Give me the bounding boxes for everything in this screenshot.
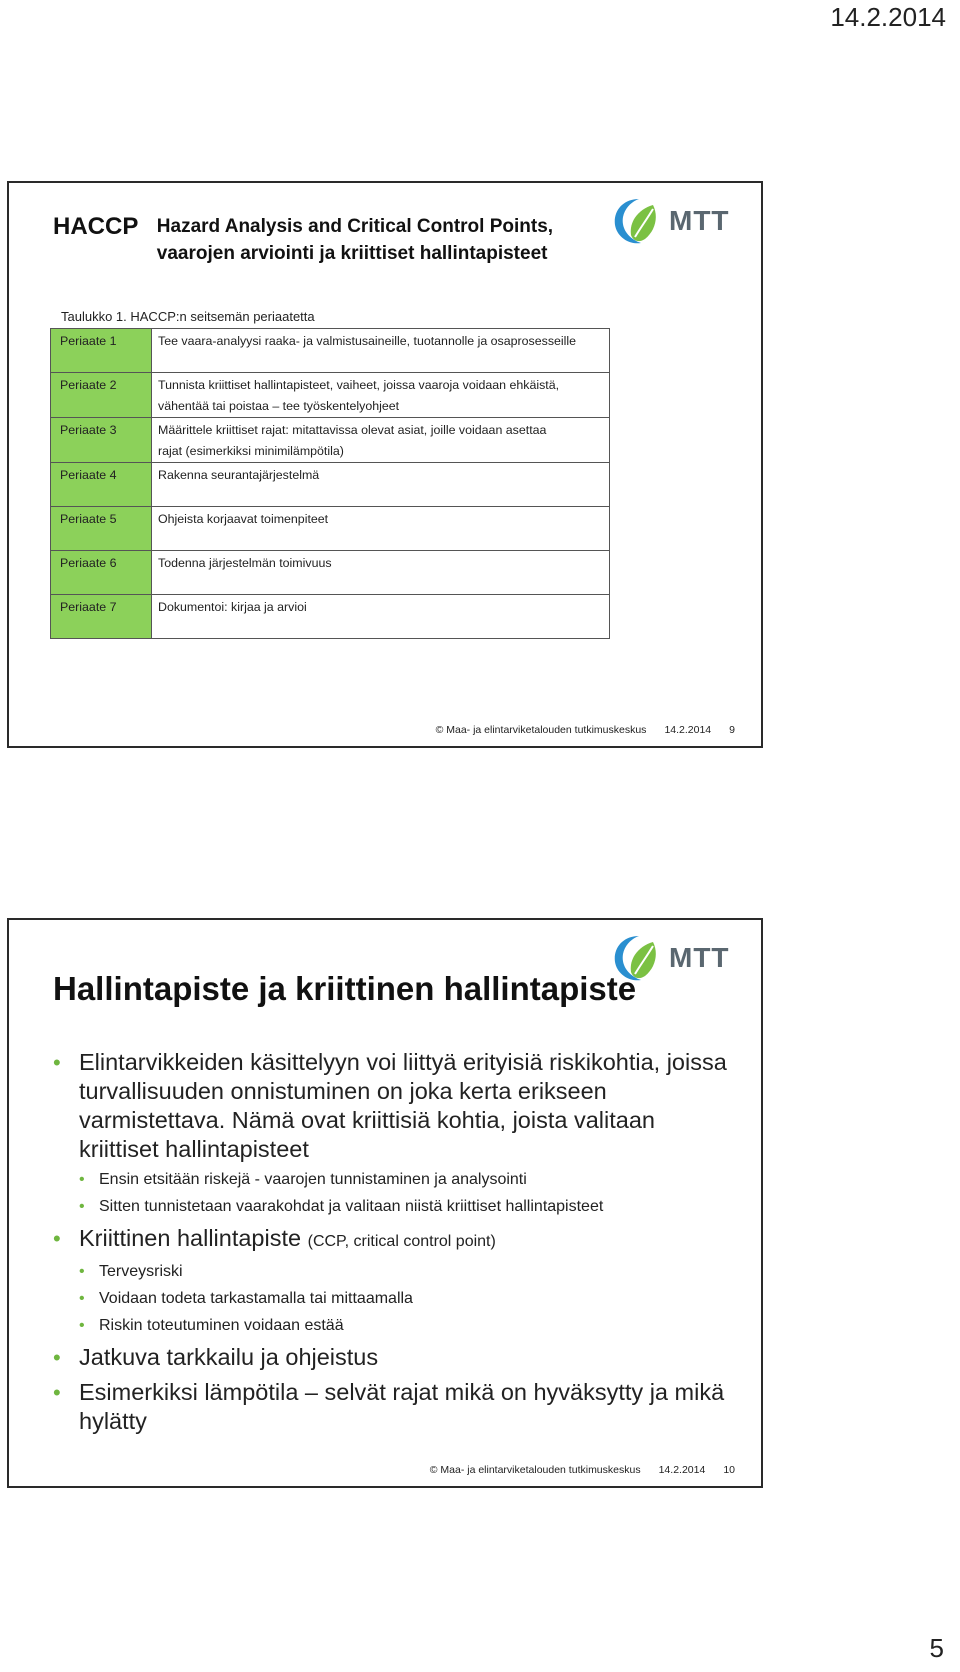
- slide-title: Hallintapiste ja kriittinen hallintapiste: [53, 970, 637, 1007]
- principle-text: Rakenna seurantajärjestelmä: [152, 463, 610, 507]
- title-acronym: HACCP: [53, 213, 139, 240]
- table-row: [51, 329, 610, 373]
- mtt-logo-icon: [609, 195, 669, 247]
- bullet-item: [53, 1224, 733, 1256]
- table-row: [51, 507, 610, 551]
- bullet-item: • Elintarvikkeiden käsittelyyn voi liittyä erityisiä riskikohtia, joissa turvallisuuden onnistuminen on joka kerta erikseen varmistettava. Nämä ovat kriittisiä kohtia, joista valitaan kriittiset hallintapisteet: [53, 1048, 733, 1164]
- bullet-paren-text: (CCP, critical control point): [307, 1233, 496, 1250]
- footer-date: 14.2.2014: [658, 1464, 706, 1476]
- bullet-item: • Jatkuva tarkkailu ja ohjeistus: [53, 1343, 733, 1372]
- mtt-logo: [609, 195, 739, 247]
- principle-label: Periaate 1: [51, 329, 152, 373]
- sub-bullet-item: • Sitten tunnistetaan vaarakohdat ja valitaan niistä kriittiset hallintapisteet: [79, 1197, 733, 1217]
- slide-10: [7, 918, 763, 1488]
- haccp-principles-table: [50, 328, 610, 639]
- footer-org: © Maa- ja elintarviketalouden tutkimuskeskus: [429, 1464, 641, 1476]
- principle-text: Tee vaara-analyysi raaka- ja valmistusaineille, tuotannolle ja osaprosesseille: [152, 329, 610, 373]
- page-number: 5: [929, 1633, 944, 1663]
- sub-bullet-item: • Ensin etsitään riskejä - vaarojen tunnistaminen ja analysointi: [79, 1170, 733, 1190]
- principle-label: Periaate 3: [51, 418, 152, 463]
- subtitle-line-2: vaarojen arviointi ja kriittiset hallintapisteet: [156, 243, 548, 264]
- page-date: 14.2.2014: [830, 2, 946, 32]
- slide-body: [53, 1048, 733, 1442]
- mtt-logo-text: MTT: [669, 205, 730, 236]
- footer-slide-number: 10: [723, 1464, 735, 1476]
- sub-bullet-item: • Terveysriski: [79, 1262, 733, 1282]
- sub-bullet-item: • Voidaan todeta tarkastamalla tai mittaamalla: [79, 1289, 733, 1309]
- footer-slide-number: 9: [729, 724, 735, 736]
- principle-text: Dokumentoi: kirjaa ja arvioi: [152, 595, 610, 639]
- subtitle-line-1: Hazard Analysis and Critical Control Points,: [156, 216, 554, 237]
- slide-footer: [430, 1464, 735, 1476]
- principle-text: Ohjeista korjaavat toimenpiteet: [152, 507, 610, 551]
- principle-label: Periaate 7: [51, 595, 152, 639]
- sub-bullet-item: • Riskin toteutuminen voidaan estää: [79, 1316, 733, 1336]
- principle-text: Todenna järjestelmän toimivuus: [152, 551, 610, 595]
- principle-label: Periaate 5: [51, 507, 152, 551]
- principle-text: Tunnista kriittiset hallintapisteet, vaiheet, joissa vaaroja voidaan ehkäistä, vähentää tai poistaa – tee työskentelyohjeet: [152, 373, 610, 418]
- slide-footer: [436, 724, 735, 736]
- footer-org: © Maa- ja elintarviketalouden tutkimuskeskus: [435, 724, 647, 736]
- bullet-item: • Esimerkiksi lämpötila – selvät rajat mikä on hyväksytty ja mikä hylätty: [53, 1378, 733, 1436]
- bullet-main-text: Kriittinen hallintapiste: [79, 1225, 302, 1251]
- mtt-logo-text: MTT: [669, 942, 730, 973]
- principle-label: Periaate 4: [51, 463, 152, 507]
- slide-9: [7, 181, 763, 748]
- principle-label: Periaate 2: [51, 373, 152, 418]
- table-row: [51, 373, 610, 418]
- table-row: [51, 463, 610, 507]
- table-row: [51, 551, 610, 595]
- title-subtitle: [157, 213, 553, 267]
- table-caption: Taulukko 1. HACCP:n seitsemän periaatetta: [61, 309, 315, 324]
- principle-text: Määrittele kriittiset rajat: mitattavissa olevat asiat, joille voidaan asettaa rajat (esimerkiksi minimilämpötila): [152, 418, 610, 463]
- footer-date: 14.2.2014: [664, 724, 712, 736]
- slide-title: [53, 213, 553, 267]
- table-row: [51, 595, 610, 639]
- table-row: [51, 418, 610, 463]
- principle-label: Periaate 6: [51, 551, 152, 595]
